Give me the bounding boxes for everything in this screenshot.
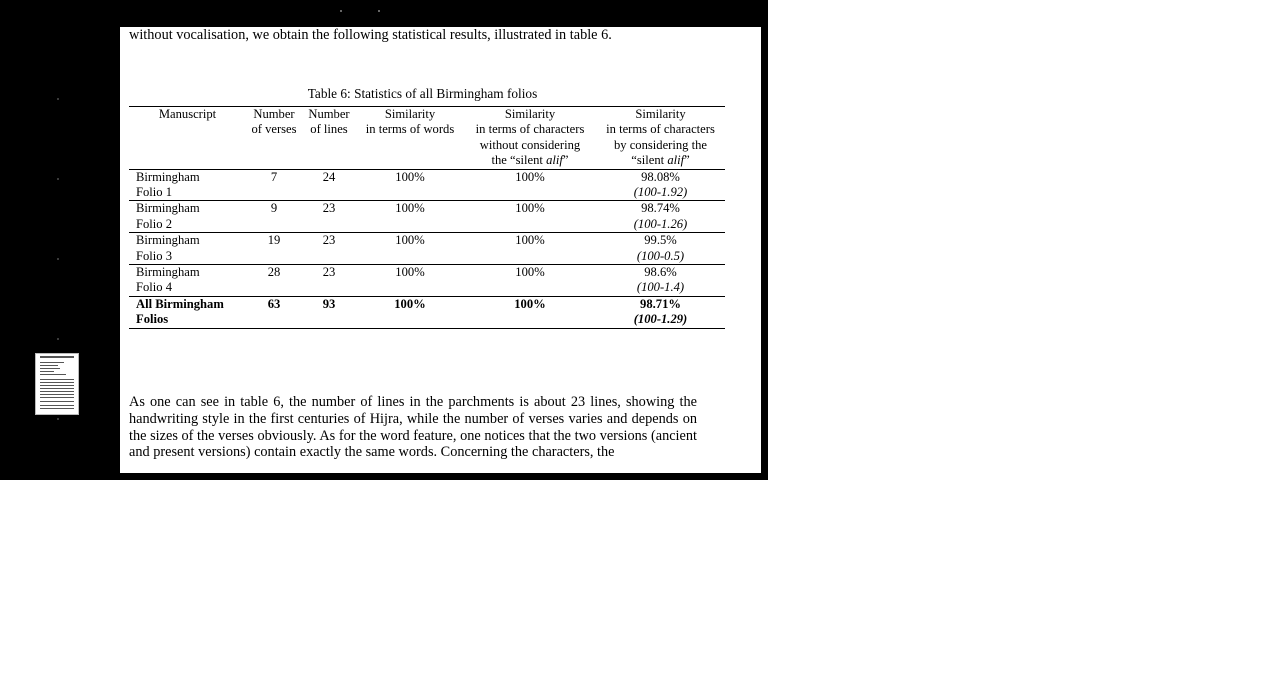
cell-lines: 23 [302, 233, 356, 265]
cell-verses: 9 [246, 201, 302, 233]
body-paragraph: As one can see in table 6, the number of lines in the parchments is about 23 lines, showing the handwriting style in the first centuries of Hijra, while the number of verses varies and depends on the sizes of the verses obviously. As for the word feature, one notices that the two versions (ancient and present versions) contain exactly the same words. Concerning the characters, the [129, 394, 697, 461]
thumbnail-line [40, 405, 74, 406]
thumbnail-line [40, 394, 74, 395]
cell-chars-with: 98.6% (100-1.4) [596, 265, 725, 297]
intro-paragraph: without vocalisation, we obtain the following statistical results, illustrated in table 6. [129, 27, 612, 43]
cell-words: 100% [356, 233, 464, 265]
cell-chars-without: 100% [464, 265, 596, 297]
cell-chars-with: 98.08% (100-1.92) [596, 169, 725, 201]
table-row [129, 201, 725, 233]
header-words: Similarity in terms of words [356, 107, 464, 170]
toolbar-marker [378, 10, 380, 12]
cell-lines: 93 [302, 296, 356, 328]
thumbnail-line [40, 368, 60, 369]
cell-chars-without: 100% [464, 201, 596, 233]
cell-manuscript: Birmingham Folio 3 [129, 233, 246, 265]
header-manuscript: Manuscript [129, 107, 246, 170]
toolbar-marker [340, 10, 342, 12]
document-page [120, 27, 761, 473]
thumbnail-line [40, 397, 74, 398]
cell-chars-with: 99.5% (100-0.5) [596, 233, 725, 265]
table-row [129, 169, 725, 201]
header-chars-with: Similarity in terms of characters by considering the “silent alif” [596, 107, 725, 170]
thumbnail-line [40, 371, 54, 372]
table-caption: Table 6: Statistics of all Birmingham folios [307, 86, 538, 101]
thumbnail-line [40, 374, 66, 375]
cell-chars-without: 100% [464, 296, 596, 328]
thumbnail-line [40, 388, 74, 389]
cell-verses: 28 [246, 265, 302, 297]
cell-words: 100% [356, 201, 464, 233]
cell-manuscript: Birmingham Folio 4 [129, 265, 246, 297]
table-total-row [129, 296, 725, 328]
header-chars-without: Similarity in terms of characters without considering the “silent alif” [464, 107, 596, 170]
thumbnail-line [40, 408, 74, 409]
cell-chars-with: 98.71% (100-1.29) [596, 296, 725, 328]
thumbnail-line [40, 382, 74, 383]
cell-manuscript: All Birmingham Folios [129, 296, 246, 328]
cell-words: 100% [356, 169, 464, 201]
document-viewer [0, 0, 768, 480]
cell-words: 100% [356, 296, 464, 328]
table-header-row [129, 107, 725, 170]
cell-manuscript: Birmingham Folio 2 [129, 201, 246, 233]
page-marker [57, 178, 59, 180]
cell-words: 100% [356, 265, 464, 297]
page-thumbnail[interactable] [35, 353, 79, 415]
table-row [129, 265, 725, 297]
thumbnail-line [40, 385, 74, 386]
table-row [129, 233, 725, 265]
statistics-table [129, 106, 725, 329]
header-verses: Number of verses [246, 107, 302, 170]
page-marker [57, 338, 59, 340]
cell-verses: 63 [246, 296, 302, 328]
title-bar [0, 0, 768, 22]
thumbnail-line [40, 356, 74, 358]
cell-lines: 23 [302, 265, 356, 297]
page-marker [57, 98, 59, 100]
header-lines: Number of lines [302, 107, 356, 170]
cell-chars-without: 100% [464, 169, 596, 201]
cell-lines: 23 [302, 201, 356, 233]
cell-verses: 7 [246, 169, 302, 201]
cell-chars-without: 100% [464, 233, 596, 265]
cell-manuscript: Birmingham Folio 1 [129, 169, 246, 201]
thumbnail-line [40, 391, 74, 392]
thumbnail-line [40, 365, 58, 366]
page-marker [57, 418, 59, 420]
cell-chars-with: 98.74% (100-1.26) [596, 201, 725, 233]
thumbnail-line [40, 379, 74, 380]
thumbnail-line [40, 401, 74, 402]
cell-lines: 24 [302, 169, 356, 201]
cell-verses: 19 [246, 233, 302, 265]
page-marker [57, 258, 59, 260]
thumbnail-line [40, 362, 64, 363]
